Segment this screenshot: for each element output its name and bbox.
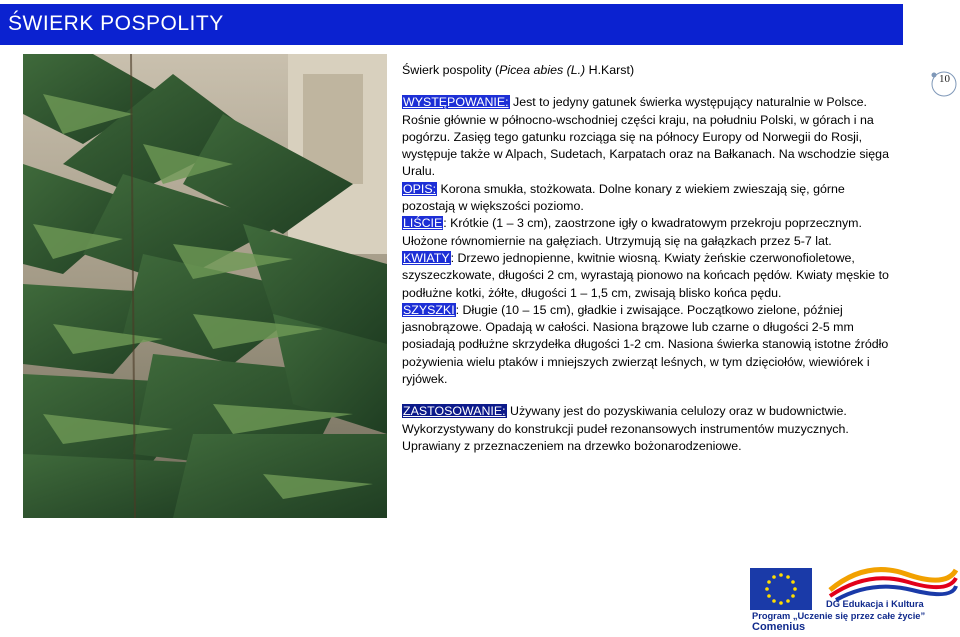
- title-bar: [0, 4, 903, 45]
- spruce-tree-photo: [23, 54, 387, 518]
- page-number-badge: [928, 68, 960, 98]
- label-leaves: LIŚCIE: [403, 216, 443, 231]
- description-text: [402, 62, 892, 455]
- page-title: ŚWIERK POSPOLITY: [8, 12, 224, 35]
- section-description: OPIS: Korona smukła, stożkowata. Dolne konary z wiekiem zwieszają się, górne pozostają w większości poziomo.: [402, 181, 845, 214]
- dg-line: DG Edukacja i Kultura: [826, 599, 924, 609]
- section-leaves: LIŚCIE: Krótkie (1 – 3 cm), zaostrzone igły o kwadratowym przekroju poprzecznym. Ułożone równomiernie na gałęziach. Utrzymują się na gałązkach przez 5-7 lat.: [402, 216, 862, 248]
- label-description: OPIS:: [403, 181, 437, 196]
- footer-credits: [752, 599, 926, 634]
- program-line: Program „Uczenie się przez całe życie”: [752, 610, 926, 621]
- species-heading: Świerk pospolity (Picea abies (L.) H.Karst): [402, 63, 635, 77]
- page-number: 10: [939, 73, 950, 85]
- section-flowers: KWIATY: Drzewo jednopienne, kwitnie wiosną. Kwiaty żeńskie czerwonofioletowe, szyszeczkowate, długości 2 cm, wyrastają pionowo na końcach pędów. Kwiaty męskie to podłużne kotki, żółte, długości 1 – 1,5 cm, zwisają blisko końca pędu.: [402, 250, 889, 300]
- section-cones: SZYSZKI: Długie (10 – 15 cm), gładkie i zwisające. Początkowo zielone, później jasnobrązowe. Opadają w całości. Nasiona brązowe lub czarne o długości 2-5 mm posiadają podłużne skrzydełka długości 1-2 cm. Nasiona świerka stanowią istotne źródło pożywienia wielu ptaków i mniejszych zwierząt leśnych, w tym dzięciołów, wiewiórek i ryjówek.: [402, 302, 889, 387]
- label-cones: SZYSZKI: [403, 302, 455, 317]
- label-uses: ZASTOSOWANIE:: [403, 404, 506, 419]
- section-uses: ZASTOSOWANIE: Używany jest do pozyskiwania celulozy oraz w budownictwie. Wykorzystywany do konstrukcji pudeł rezonansowych instrumentów muzycznych. Uprawiany z przeznaczeniem na drzewko bożonarodzeniowe.: [402, 404, 849, 453]
- label-flowers: KWIATY: [403, 250, 450, 265]
- latin-name: Picea abies (L.): [499, 63, 586, 77]
- label-occurrence: WYSTĘPOWANIE:: [403, 95, 509, 110]
- section-occurrence: WYSTĘPOWANIE: Jest to jedyny gatunek świerka występujący naturalnie w Polsce. Rośnie głównie w północno-wschodniej części kraju, na południu Polski, w górach i na pogórzu. Zasięg tego gatunku rozciąga się na północy Europy od Norwegii do Rosji, występuje także w Alpach, Sudetach, Karpatach oraz na Bałkanach. Na wschodzie sięga Uralu.: [402, 95, 889, 179]
- comenius-label: Comenius: [752, 621, 806, 633]
- dg-wave-logo-icon: [826, 560, 960, 602]
